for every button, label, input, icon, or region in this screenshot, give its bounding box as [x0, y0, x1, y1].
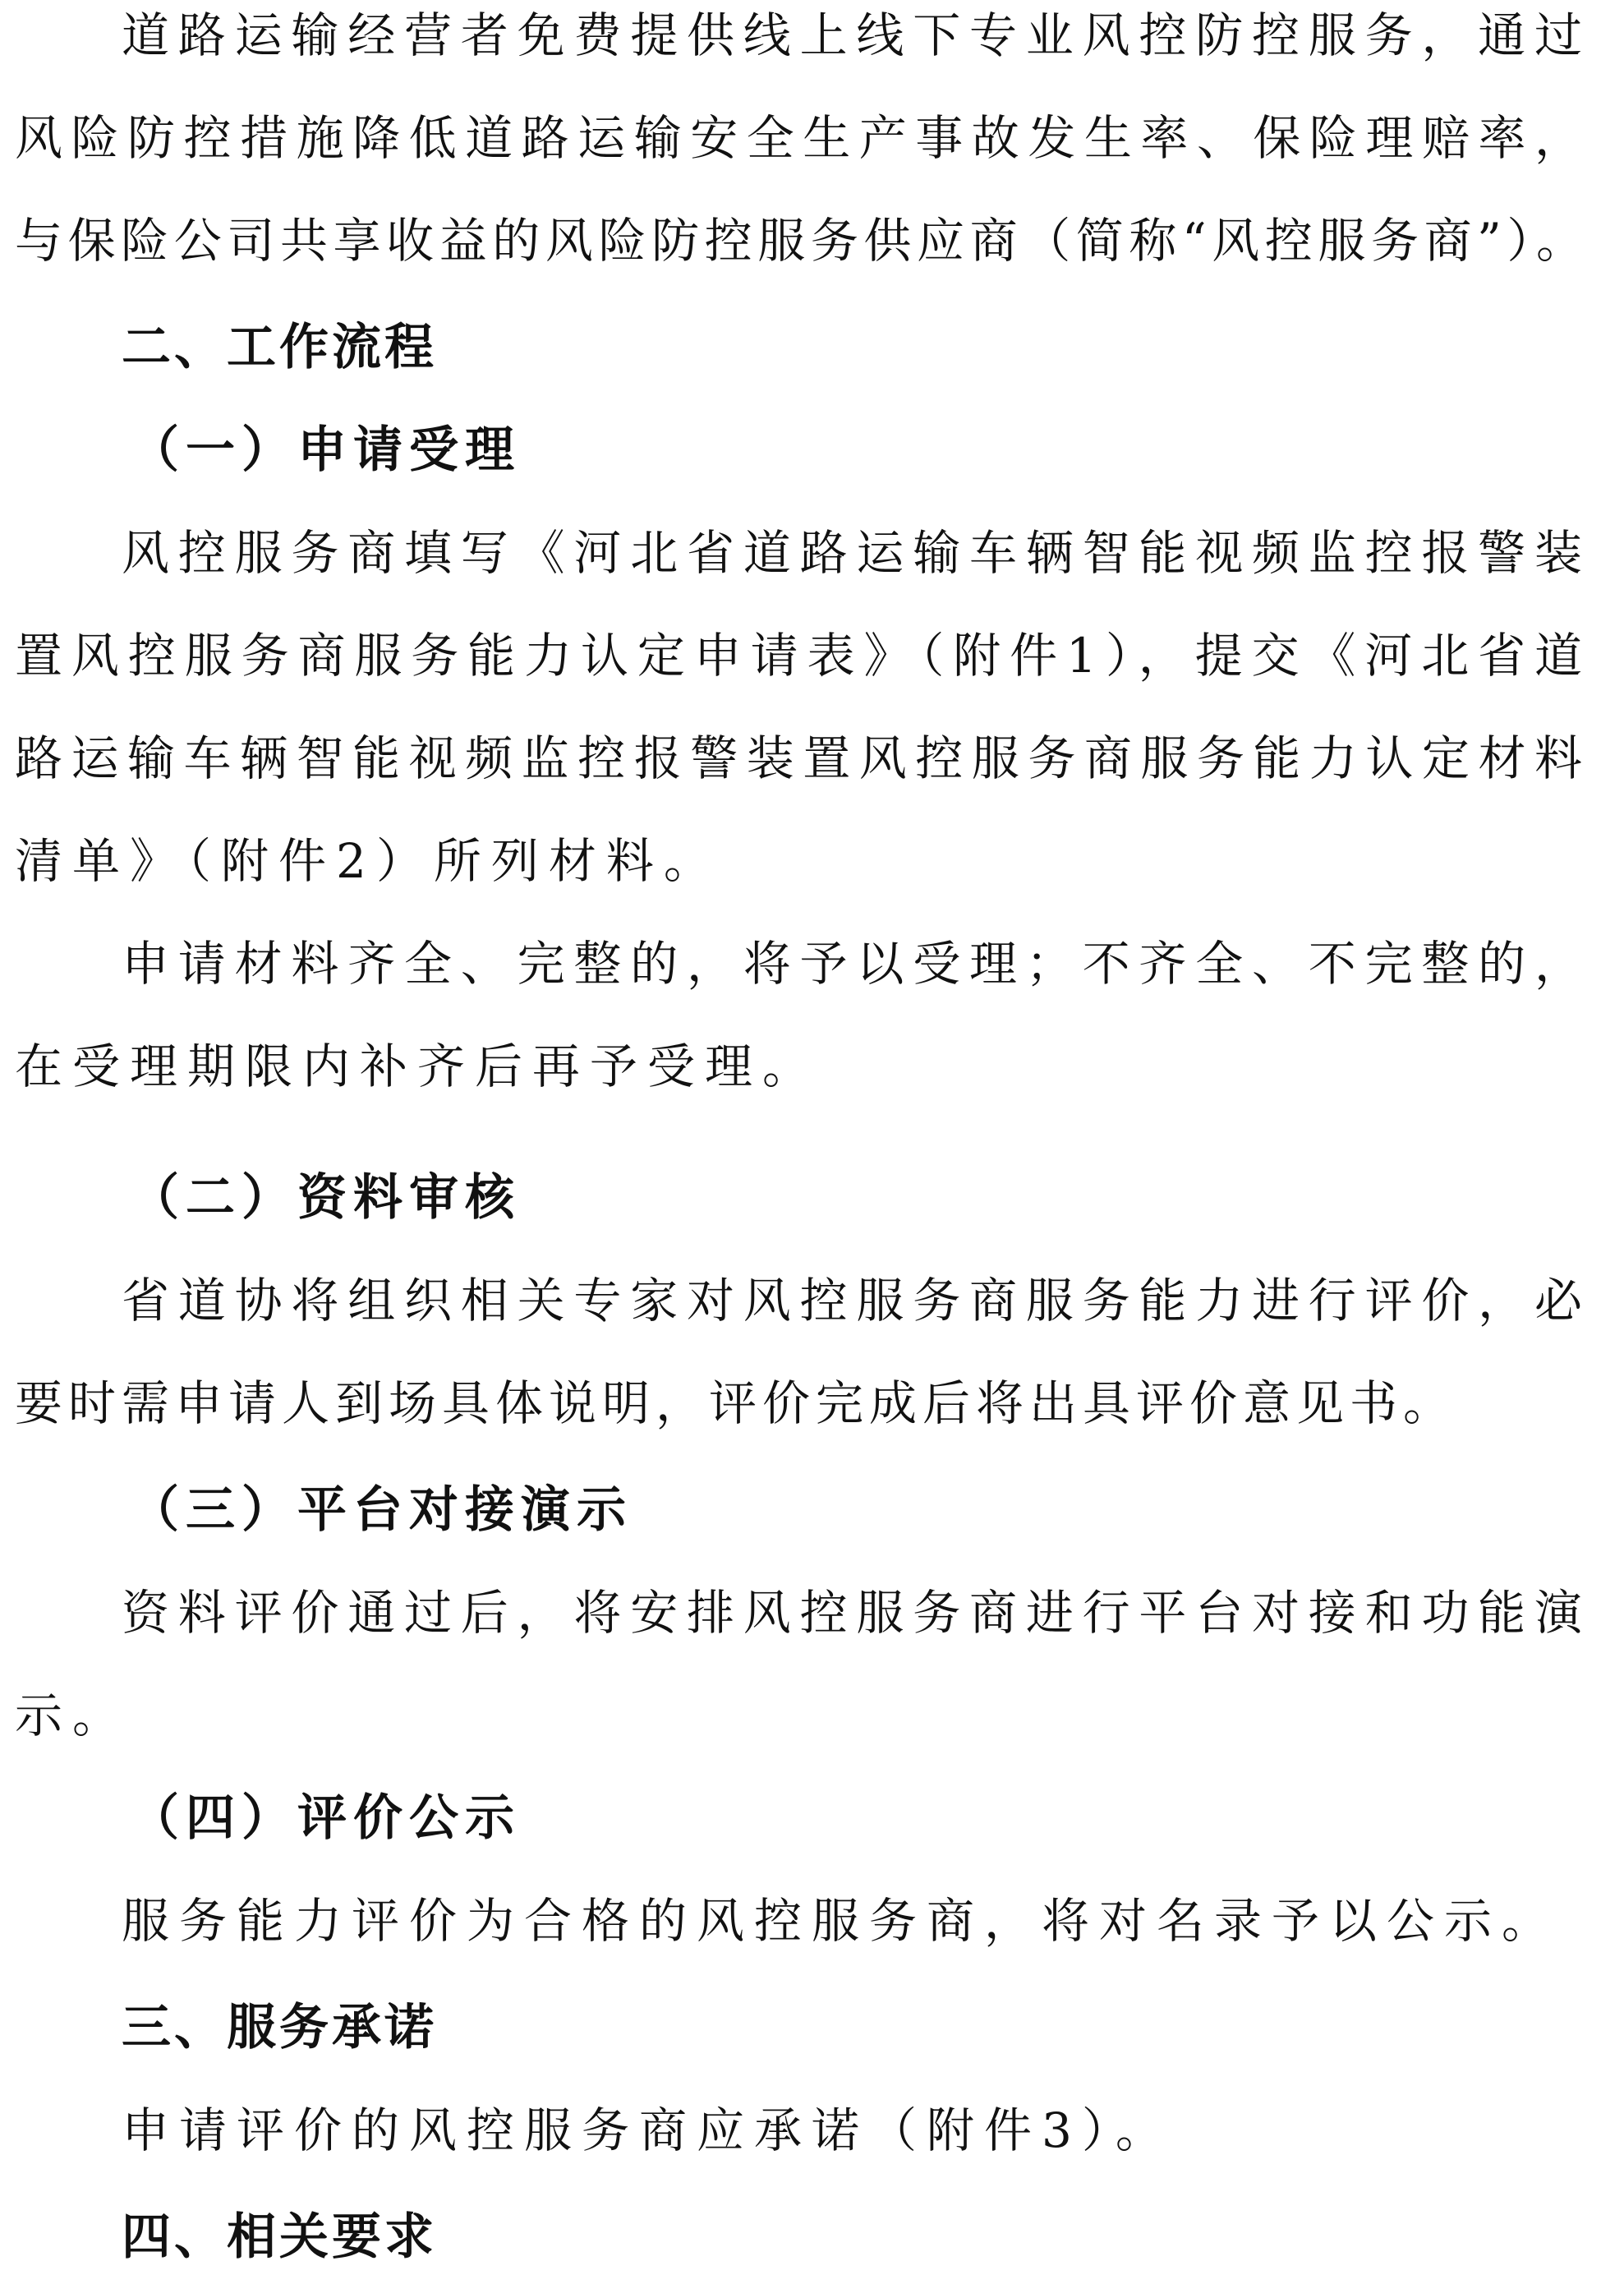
subsection-heading-platform-demo: （三）平台对接演示: [130, 1481, 633, 1539]
paragraph-3-line-1: 申请材料齐全、完整的，将予以受理；不齐全、不完整的，: [122, 936, 1584, 992]
paragraph-2-line-2: 置风控服务商服务能力认定申请表》（附件1），提交《河北省道: [15, 628, 1584, 684]
paragraph-2-line-4: 清单》（附件2）所列材料。: [15, 833, 721, 889]
paragraph-1-line-2: 风险防控措施降低道路运输安全生产事故发生率、保险理赔率，: [15, 110, 1584, 166]
paragraph-1-line-1: 道路运输经营者免费提供线上线下专业风控防控服务，通过: [122, 7, 1584, 63]
paragraph-2-line-1: 风控服务商填写《河北省道路运输车辆智能视频监控报警装: [122, 525, 1584, 581]
section-heading-workflow: 二、工作流程: [122, 319, 437, 376]
paragraph-4-line-1: 省道协将组织相关专家对风控服务商服务能力进行评价，必: [122, 1273, 1584, 1328]
paragraph-3-line-2: 在受理期限内补齐后再予受理。: [15, 1038, 821, 1094]
paragraph-7-line-1: 申请评价的风控服务商应承诺（附件3）。: [122, 2102, 1173, 2158]
section-heading-requirements: 四、相关要求: [122, 2208, 437, 2266]
paragraph-2-line-3: 路运输车辆智能视频监控报警装置风控服务商服务能力认定材料: [15, 730, 1584, 786]
paragraph-4-line-2: 要时需申请人到场具体说明，评价完成后将出具评价意见书。: [15, 1375, 1457, 1431]
subsection-heading-publicity: （四）评价公示: [130, 1789, 521, 1847]
subsection-heading-application: （一）申请受理: [130, 421, 521, 479]
subsection-heading-review: （二）资料审核: [130, 1169, 521, 1227]
paragraph-5-line-2: 示。: [15, 1688, 131, 1743]
section-heading-service-commitment: 三、服务承诺: [122, 1999, 437, 2056]
paragraph-6-line-1: 服务能力评价为合格的风控服务商，将对名录予以公示。: [122, 1893, 1560, 1949]
paragraph-1-line-3: 与保险公司共享收益的风险防控服务供应商（简称“风控服务商”）。: [15, 213, 1584, 269]
paragraph-5-line-1: 资料评价通过后，将安排风控服务商进行平台对接和功能演: [122, 1585, 1584, 1641]
